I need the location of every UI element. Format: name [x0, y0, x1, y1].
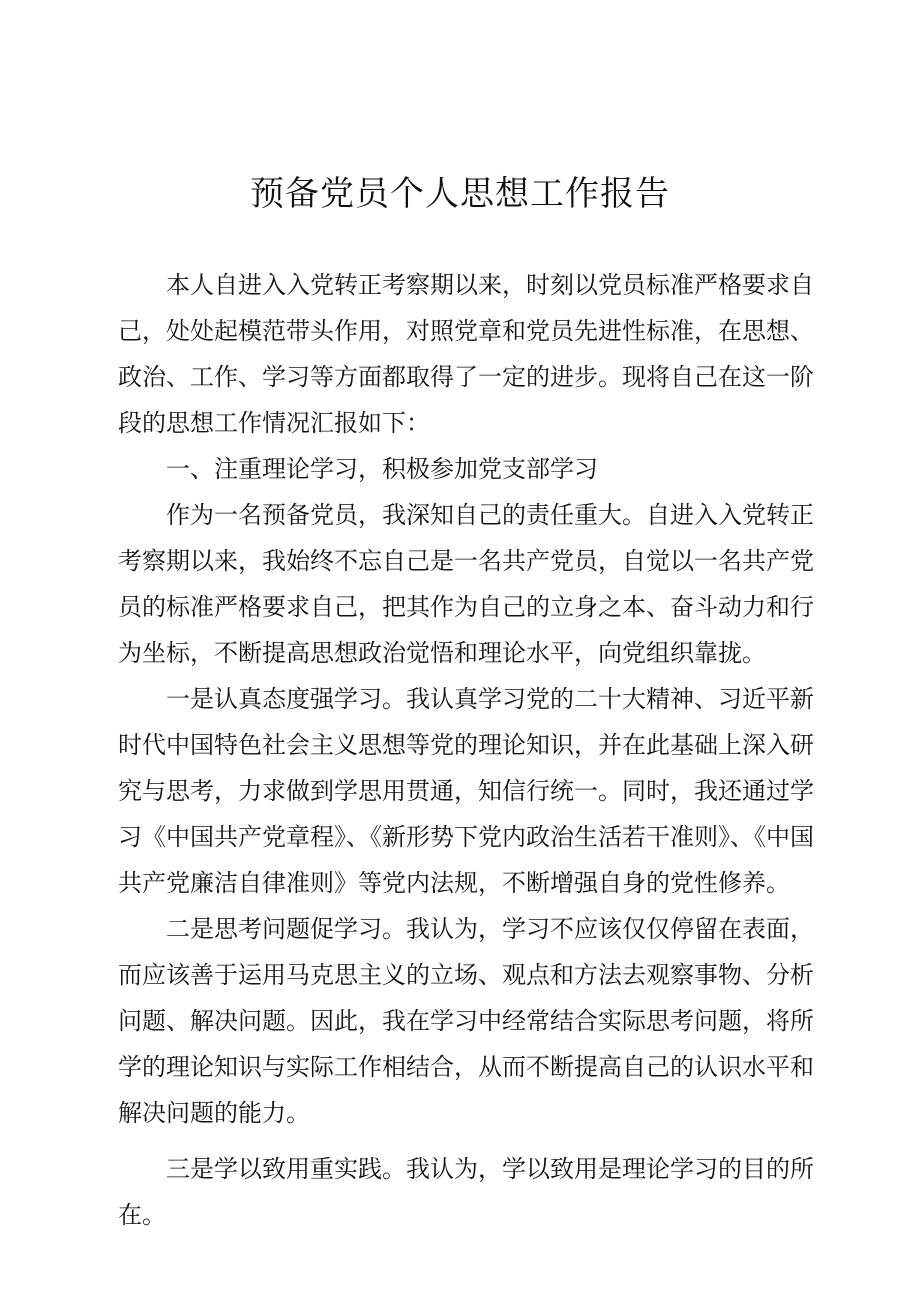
- section-heading-1: 一、注重理论学习，积极参加党支部学习: [166, 455, 598, 483]
- section-1-paragraph-2: 一是认真态度强学习。我认真学习党的二十大精神、习近平新时代中国特色社会主义思想等党的理论知识，并在此基础上深入研究与思考，力求做到学思用贯通，知信行统一。同时，我还通过学习《中国共产党章程》、《新形势下党内政治生活若干准则》、《中国共产党廉洁自律准则》等党内法规，不断增强自身的党性修养。: [118, 685, 814, 897]
- section-1-paragraph-4: 三是学以致用重实践。我认为，学以致用是理论学习的目的所在。: [118, 1155, 814, 1229]
- section-1-paragraph-1: 作为一名预备党员，我深知自己的责任重大。自进入入党转正考察期以来，我始终不忘自己是一名共产党员，自觉以一名共产党员的标准严格要求自己，把其作为自己的立身之本、奋斗动力和行为坐标，不断提高思想政治觉悟和理论水平，向党组织靠拢。: [118, 501, 814, 667]
- document-title: 预备党员个人思想工作报告: [250, 174, 670, 214]
- document-body: [118, 262, 814, 1238]
- intro-paragraph: 本人自进入入党转正考察期以来，时刻以党员标准严格要求自己，处处起模范带头作用，对照党章和党员先进性标准，在思想、政治、工作、学习等方面都取得了一定的进步。现将自己在这一阶段的思想工作情况汇报如下：: [118, 271, 814, 437]
- section-1-paragraph-3: 二是思考问题促学习。我认为，学习不应该仅仅停留在表面，而应该善于运用马克思主义的立场、观点和方法去观察事物、分析问题、解决问题。因此，我在学习中经常结合实际思考问题，将所学的理论知识与实际工作相结合，从而不断提高自己的认识水平和解决问题的能力。: [118, 915, 814, 1127]
